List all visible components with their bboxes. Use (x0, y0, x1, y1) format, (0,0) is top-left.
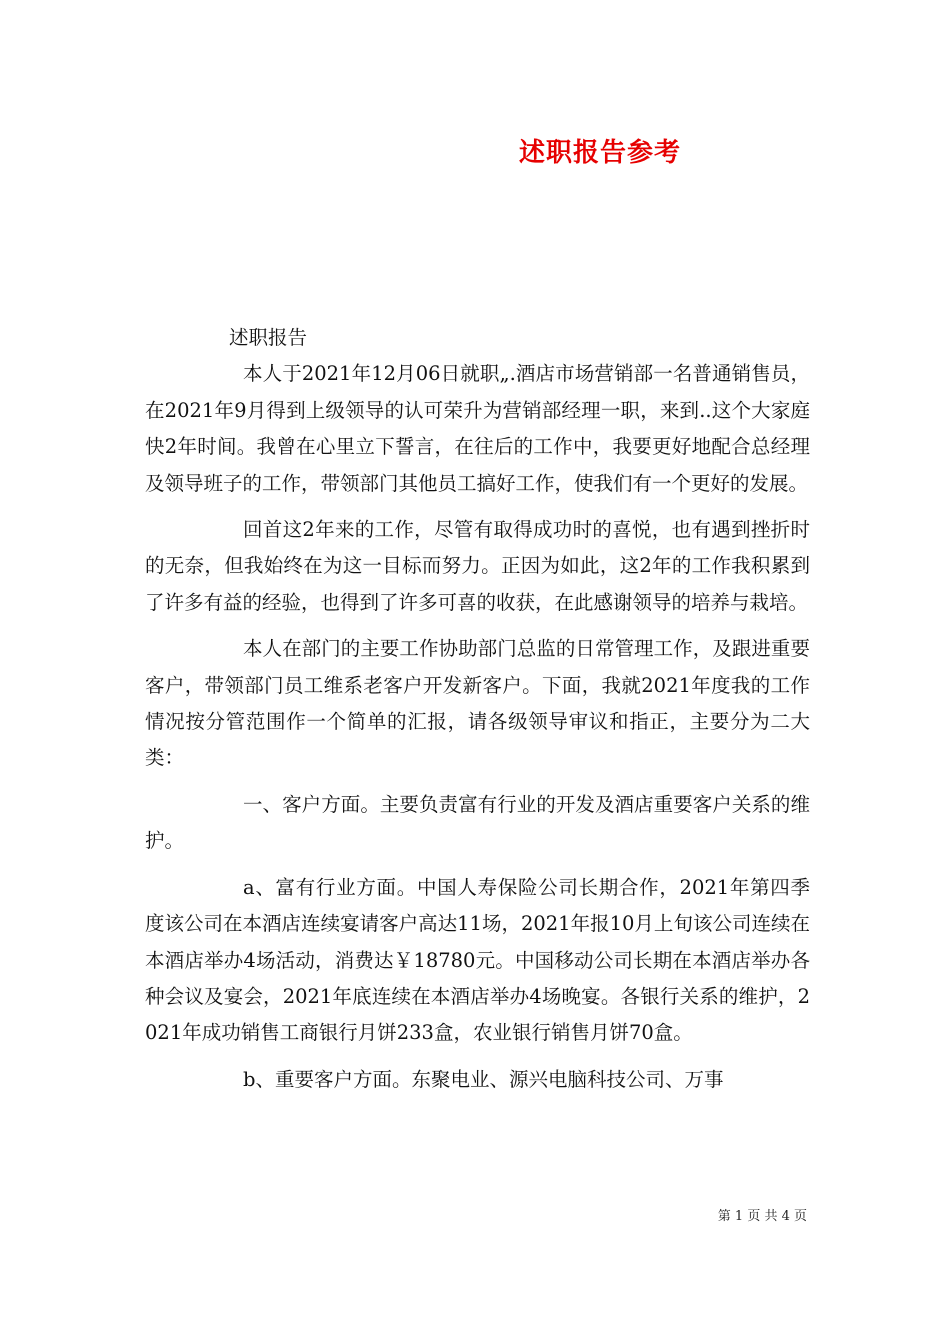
paragraph-section-customers: 一、客户方面。主要负责富有行业的开发及酒店重要客户关系的维护。 (145, 792, 810, 853)
document-body (145, 320, 810, 1098)
paragraph-intro: 本人于2021年12月06日就职„.酒店市场营销部一名普通销售员，在2021年9月得到上级领导的认可荣升为营销部经理一职，来到..这个大家庭快2年时间。我曾在心里立下誓言，在往后的工作中，我要更好地配合总经理及领导班子的工作，带领部门其他员工搞好工作，使我们有一个更好的发展。 (145, 362, 810, 495)
paragraph-duties: 本人在部门的主要工作协助部门总监的日常管理工作，及跟进重要客户，带领部门员工维系老客户开发新客户。下面，我就2021年度我的工作情况按分管范围作一个简单的汇报，请各级领导审议和指正，主要分为二大类： (145, 637, 810, 770)
page-footer: 第 1 页 共 4 页 (717, 1209, 807, 1224)
paragraph-key-clients: b、重要客户方面。东聚电业、源兴电脑科技公司、万事 (243, 1067, 724, 1091)
paragraph-review: 回首这2年来的工作，尽管有取得成功时的喜悦，也有遇到挫折时的无奈，但我始终在为这一目标而努力。正因为如此，这2年的工作我积累到了许多有益的经验，也得到了许多可喜的收获，在此感谢领导的培养与栽培。 (145, 518, 810, 614)
report-heading: 述职报告 (229, 326, 308, 349)
document-title: 述职报告参考 (518, 138, 681, 168)
paragraph-industry: a、富有行业方面。中国人寿保险公司长期合作，2021年第四季度该公司在本酒店连续宴请客户高达11场，2021年报10月上旬该公司连续在本酒店举办4场活动，消费达￥18780元。中国移动公司长期在本酒店举办各种会议及宴会，2021年底连续在本酒店举办4场晚宴。各银行关系的维护，2021年成功销售工商银行月饼233盒，农业银行销售月饼70盒。 (145, 875, 810, 1045)
